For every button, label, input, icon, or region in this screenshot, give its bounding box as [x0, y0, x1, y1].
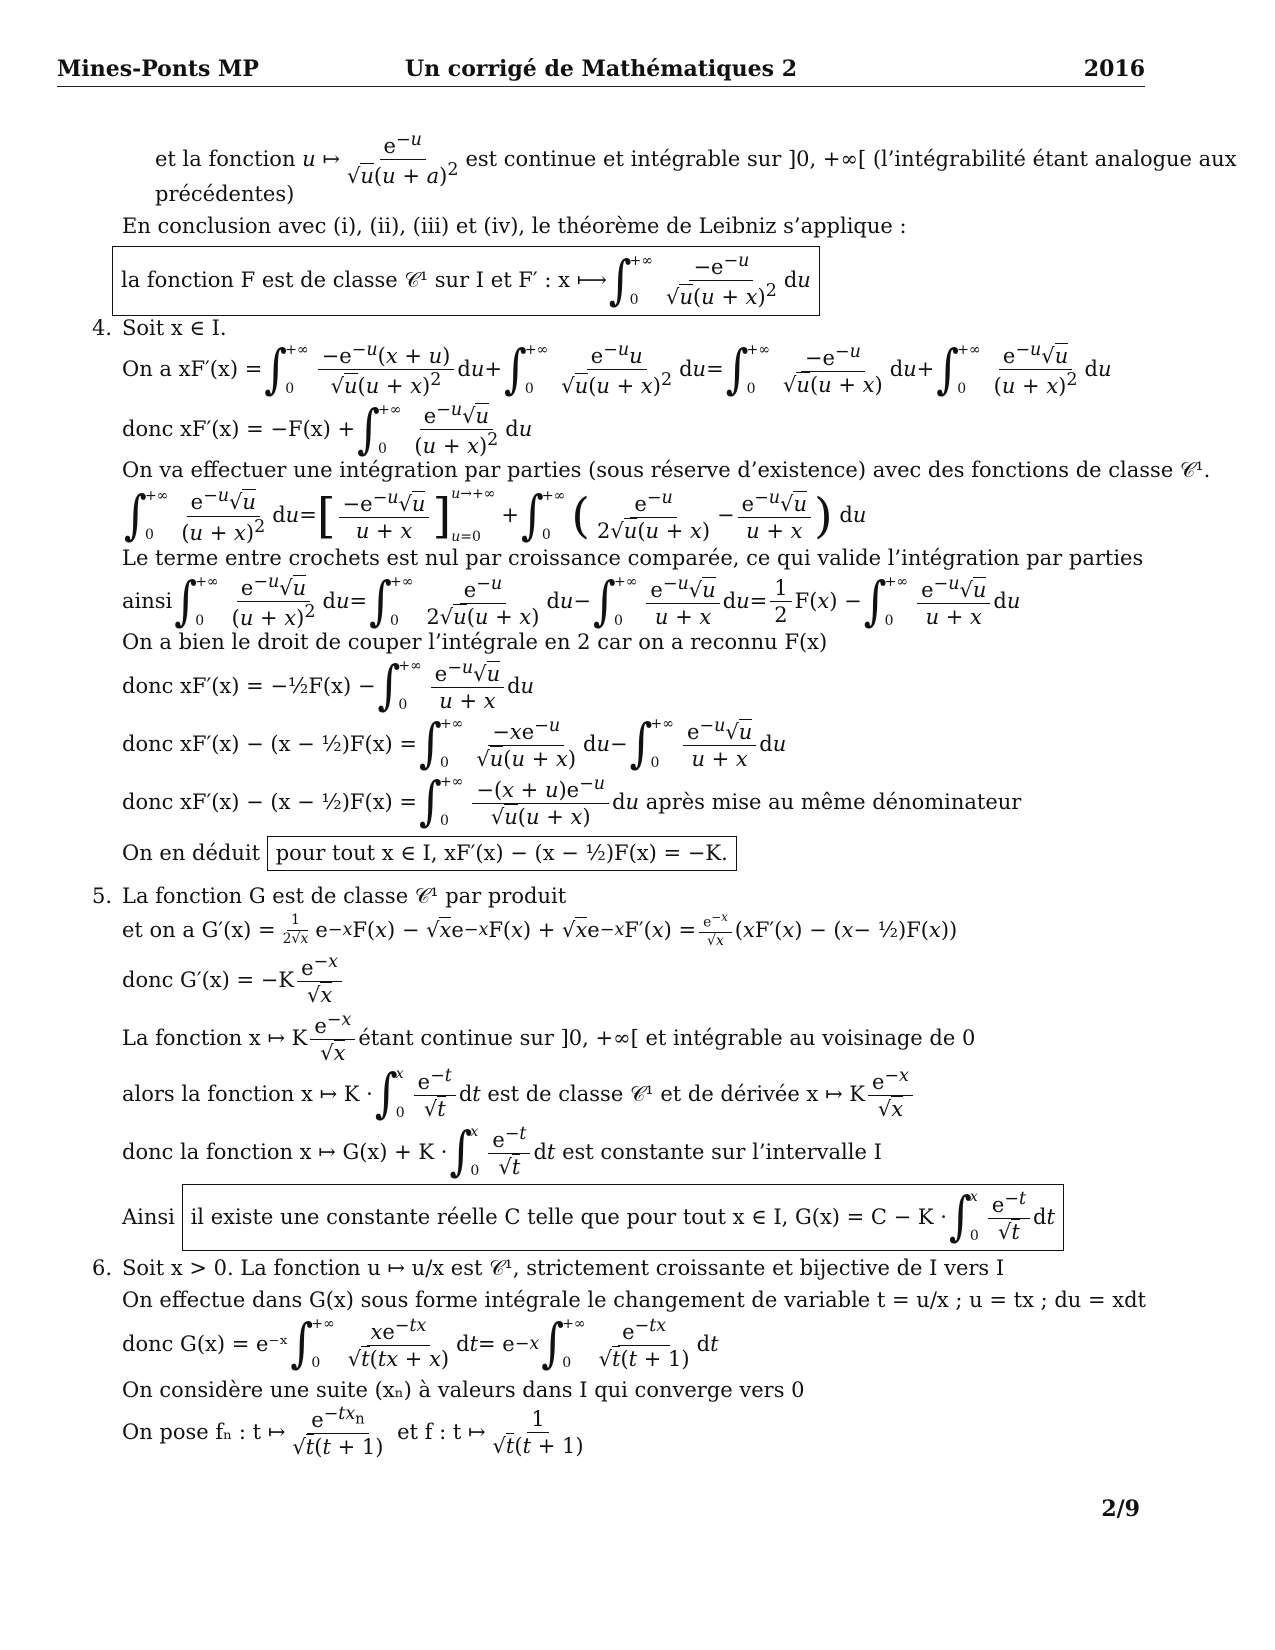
q4-eq-2: donc xF′(x) = −F(x) + ∫ +∞ 0 $e^{-u}√u$ $(u + x)^2$ d u [122, 398, 533, 460]
q4-couper: On a bien le droit de couper l’intégrale en 2 car on a reconnu F(x) [122, 630, 828, 654]
page-header [57, 56, 1145, 87]
header-center: Un corrigé de Mathématiques 2 [404, 56, 798, 82]
result-box-4: pour tout x ∈ I, xF′(x) − (x − ½)F(x) = −K. [267, 836, 737, 871]
q5-ainsi: Ainsi il existe une constante réelle C telle que pour tout x ∈ I, G(x) = C − K · ∫ x 0 $e^{-t}$ √t d t [122, 1184, 1064, 1251]
header-right: 2016 [1083, 56, 1145, 82]
q4-eq-1: On a xF′(x) = ∫ +∞ 0 $-e^{-u}(x + u)$ $√u(u + x)^2$ d u + ∫ +∞ 0 $e^{-u}u$ $√u(u + x)^2$ d u = ∫ +∞ 0 $-e^{-u}$ √u(u + x) d u + ∫ +∞ 0 $e^{-u}√u$ $(u + x)^2$ d u [122, 338, 1112, 400]
q4-eq-4: ainsi ∫ +∞ 0 $e^{-u}√u$ $(u + x)^2$ d u = ∫ +∞ 0 $e^{-u}$ 2√u(u + x) d u − ∫ +∞ 0 $e^{-u}√u$ u + x d u = 1 2 F( x ) − ∫ +∞ 0 $e^{-u}√u$ u + x d u [122, 570, 1021, 632]
line-3: En conclusion avec (i), (ii), (iii) et (iv), le théorème de Leibniz s’applique : [122, 214, 907, 238]
q5-eq-4: alors la fonction x ↦ K · ∫ x 0 $e^{-t}$ √t d t est de classe 𝒞¹ et de dérivée x ↦ K $e^{-x}$ √x [122, 1066, 916, 1123]
q6-chg: On effectue dans G(x) sous forme intégrale le changement de variable t = u/x ; u = tx ; du = xdt [122, 1288, 1146, 1312]
question-6: 6. Soit x > 0. La fonction u ↦ u/x est 𝒞¹, strictement croissante et bijective de I vers I [92, 1256, 1005, 1280]
q4-eq-6: donc xF′(x) − (x − ½)F(x) = ∫ +∞ 0 $-xe^{-u}$ √u(u + x) d u − ∫ +∞ 0 $e^{-u}√u$ u + x d u [122, 713, 787, 775]
q4-ipp: On va effectuer une intégration par parties (sous réserve d’existence) avec des fonctions de classe 𝒞¹. [122, 458, 1211, 482]
q4-eq-3: ∫ +∞ 0 $e^{-u}√u$ $(u + x)^2$ d u = [ $-e^{-u}√u$ u + x ] u→+∞ u=0 + ∫ +∞ 0 ( $e^{-u}$ 2√u(u + x) − $e^{-u}√u$ u + x ) d u [124, 484, 867, 546]
q4-crochet: Le terme entre crochets est nul par croissance comparée, ce qui valide l’intégration par parties [122, 546, 1144, 570]
question-4: 4. Soit x ∈ I. [92, 316, 227, 340]
q6-eq-1: donc G(x) = e⁻ˣ ∫ +∞ 0 $xe^{-tx}$ √t(tx + x) d t = e −x ∫ +∞ 0 $e^{-tx}$ √t(t + 1) d t [122, 1313, 719, 1375]
page-number: 2/9 [1101, 1496, 1140, 1522]
q4-eq-7: donc xF′(x) − (x − ½)F(x) = ∫ +∞ 0 $-(x + u)e^{-u}$ √u(u + x) d u après mise au même dénominateur [122, 771, 1022, 833]
q6-pose: On pose fₙ : t ↦ $e^{-tx_n}$ √t(t + 1) et f : t ↦ 1 √t(t + 1) [122, 1404, 584, 1460]
question-5: 5. La fonction G est de classe 𝒞¹ par produit [92, 884, 567, 908]
q6-suite: On considère une suite (xₙ) à valeurs dans I qui converge vers 0 [122, 1378, 805, 1402]
q5-eq-3: La fonction x ↦ K $e^{-x}$ √x étant continue sur ]0, +∞[ et intégrable au voisinage de 0 [122, 1010, 976, 1066]
line-2: précédentes) [155, 182, 295, 206]
result-box-5: il existe une constante réelle C telle que pour tout x ∈ I, G(x) = C − K · ∫ x 0 $e^{-t}$ √t d t [182, 1184, 1064, 1251]
header-left: Mines-Ponts MP [57, 56, 259, 82]
line-1: et la fonction u ↦ $e^{-u}$ $√u(u + a)^2$ est continue et intégrable sur ]0, +∞[ (l’intégrabilité étant analogue aux [155, 130, 1237, 189]
q5-eq-5: donc la fonction x ↦ G(x) + K · ∫ x 0 $e^{-t}$ √t d t est constante sur l’intervalle I [122, 1121, 882, 1183]
q5-eq-2: donc G′(x) = −K $e^{-x}$ √x [122, 952, 345, 1009]
q4-eq-5: donc xF′(x) = −½F(x) − ∫ +∞ 0 $e^{-u}√u$ u + x d u [122, 655, 535, 717]
q5-eq-1: et on a G′(x) = $\frac{1}{2√x}$ e −x F( x ) − √ x e −x F( x ) + √ x e −x F′( x ) = $e^{-x}$ √x ( x F′( x ) − ( x − ½)F( x )) [122, 910, 958, 950]
q4-deduit: On en déduit pour tout x ∈ I, xF′(x) − (x − ½)F(x) = −K. [122, 836, 737, 871]
result-box-1: la fonction F est de classe 𝒞¹ sur I et F′ : x ⟼ ∫ +∞ 0 $-e^{-u}$ $√u(u + x)^2$ d u [112, 246, 820, 316]
